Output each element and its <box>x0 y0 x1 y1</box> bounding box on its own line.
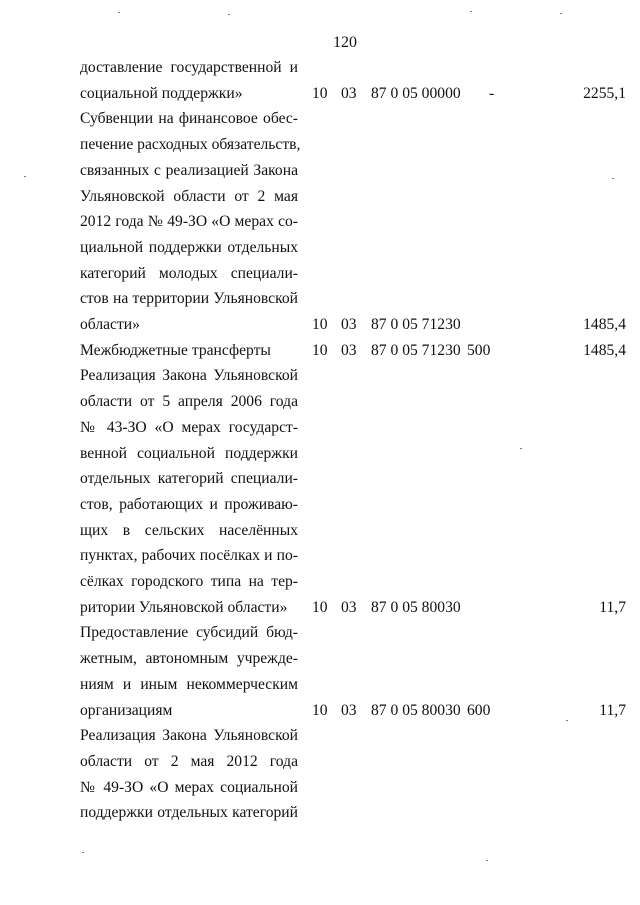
description-line: ритории Ульяновской области» <box>80 598 288 616</box>
amount-value: 11,7 <box>599 701 626 719</box>
description-line: жетным, автономным учрежде- <box>80 650 298 668</box>
scan-speck <box>560 13 562 14</box>
description-line: организациям <box>80 701 173 719</box>
subsection-code: 03 <box>341 316 357 334</box>
description-line: стов на территории Ульяновской <box>80 290 298 308</box>
budget-table <box>80 55 626 826</box>
scan-speck <box>520 448 522 449</box>
description-line: доставление государственной и <box>80 59 298 76</box>
description-line: пунктах, рабочих посёлках и по- <box>80 547 298 565</box>
section-code: 10 <box>312 316 328 334</box>
subsection-code: 03 <box>341 84 357 102</box>
description-line: области от 5 апреля 2006 года <box>80 393 298 411</box>
page-number: 120 <box>333 34 357 51</box>
description-line: Ульяновской области от 2 мая <box>80 187 298 205</box>
section-code: 10 <box>312 701 328 719</box>
table-row <box>80 106 626 337</box>
description-line: 2012 года № 49-ЗО «О мерах со- <box>80 213 298 231</box>
description-line: № 49-ЗО «О мерах социальной <box>80 778 298 796</box>
description-line: Предоставление субсидий бюд- <box>80 624 298 642</box>
scan-speck <box>118 12 120 13</box>
row-description <box>80 723 298 826</box>
expense-type-code: 600 <box>467 701 491 719</box>
description-line: категорий молодых специали- <box>80 264 298 282</box>
dash-mark: - <box>489 84 495 102</box>
scan-speck <box>486 860 488 861</box>
target-article-code: 87 0 05 71230 <box>371 316 461 334</box>
description-line: области от 2 мая 2012 года <box>80 752 298 770</box>
description-line: сёлках городского типа на тер- <box>80 573 298 591</box>
scan-speck <box>228 14 230 15</box>
description-line: ниям и иным некоммерческим <box>80 675 298 693</box>
amount-value: 2255,1 <box>583 84 626 102</box>
description-line: Реализация Закона Ульяновской <box>80 367 298 385</box>
amount-value: 1485,4 <box>583 341 626 359</box>
table-row <box>80 620 626 723</box>
subsection-code: 03 <box>341 701 357 719</box>
scan-speck <box>566 720 568 721</box>
description-line: печение расходных обязательств, <box>80 136 301 154</box>
description-line: Субвенции на финансовое обес- <box>80 110 298 128</box>
description-line: области» <box>80 316 140 334</box>
scan-speck <box>470 11 472 12</box>
section-code: 10 <box>312 84 328 102</box>
description-line: стов, работающих и проживаю- <box>80 495 298 513</box>
description-line: Реализация Закона Ульяновской <box>80 727 298 745</box>
scan-speck <box>82 852 84 853</box>
row-description <box>80 338 298 364</box>
table-row <box>80 723 620 826</box>
target-article-code: 87 0 05 00000 <box>371 84 461 102</box>
row-description <box>80 363 298 620</box>
subsection-code: 03 <box>341 598 357 616</box>
table-row <box>80 55 626 106</box>
description-line: щих в сельских населённых <box>80 521 298 539</box>
target-article-code: 87 0 05 71230 <box>371 341 461 359</box>
amount-value: 11,7 <box>599 598 626 616</box>
section-code: 10 <box>312 341 328 359</box>
description-line: поддержки отдельных категорий <box>80 804 298 822</box>
expense-type-code: 500 <box>467 341 491 359</box>
table-row <box>80 338 626 364</box>
description-line: № 43-ЗО «О мерах государст- <box>80 418 298 436</box>
target-article-code: 87 0 05 80030 <box>371 598 461 616</box>
description-line: социальной поддержки» <box>80 84 243 102</box>
scan-speck <box>612 178 614 179</box>
section-code: 10 <box>312 598 328 616</box>
amount-value: 1485,4 <box>583 316 626 334</box>
table-row <box>80 363 626 620</box>
target-article-code: 87 0 05 80030 <box>371 701 461 719</box>
description-line: отдельных категорий специали- <box>80 470 298 488</box>
row-description <box>80 55 298 106</box>
row-description <box>80 620 298 723</box>
scan-speck <box>24 176 26 177</box>
description-line: Межбюджетные трансферты <box>80 341 271 359</box>
description-line: циальной поддержки отдельных <box>80 238 298 256</box>
subsection-code: 03 <box>341 341 357 359</box>
description-line: венной социальной поддержки <box>80 444 298 462</box>
row-description <box>80 106 301 337</box>
description-line: связанных с реализацией Закона <box>80 161 298 179</box>
